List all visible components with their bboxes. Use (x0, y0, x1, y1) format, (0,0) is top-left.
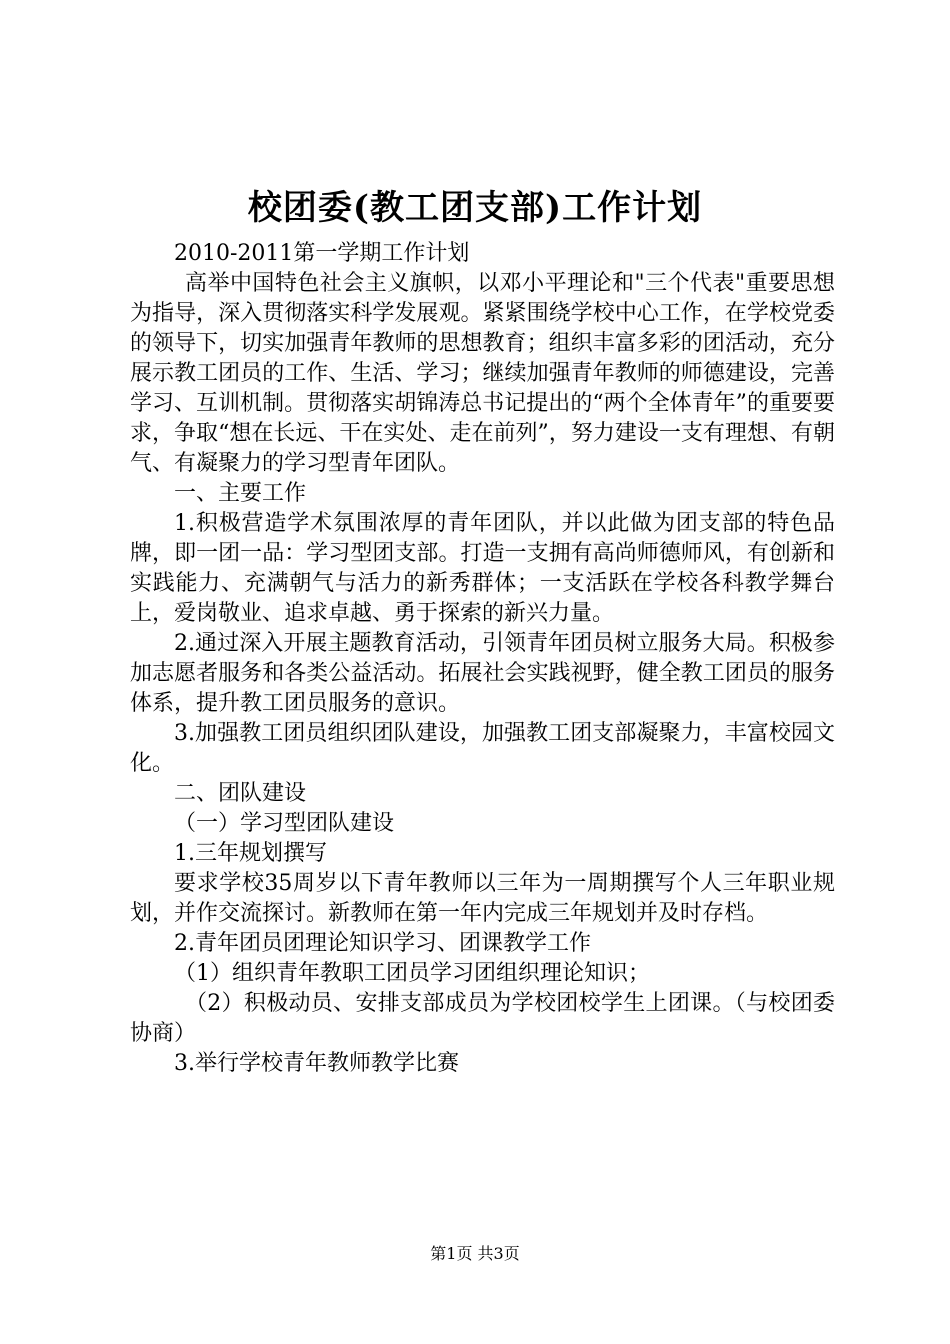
document-body (130, 239, 835, 1079)
section-heading: 二、团队建设 (174, 781, 307, 806)
subsection-heading: （一）学习型团队建设 (174, 811, 395, 836)
paragraph: 高举中国特色社会主义旗帜，以邓小平理论和"三个代表"重要思想为指导，深入贯彻落实科学发展观。紧紧围绕学校中心工作，在学校党委的领导下，切实加强青年教师的思想教育；组织丰富多彩的团活动，充分展示教工团员的工作、生活、学习；继续加强青年教师的师德建设，完善学习、互训机制。贯彻落实胡锦涛总书记提出的“两个全体青年”的重要要求，争取“想在长远、干在实处、走在前列”，努力建设一支有理想、有朝气、有凝聚力的学习型青年团队。 (130, 271, 835, 476)
document-title: 校团委(教工团支部)工作计划 (247, 188, 703, 228)
list-item: （1）组织青年教职工团员学习团组织理论知识； (174, 961, 650, 986)
section-heading: 一、主要工作 (174, 481, 307, 506)
list-item: （2）积极动员、安排支部成员为学校团校学生上团课。（与校团委协商） (130, 991, 835, 1046)
page-footer: 第1页 共3页 (430, 1244, 520, 1263)
paragraph: 1.积极营造学术氛围浓厚的青年团队，并以此做为团支部的特色品牌，即一团一品：学习型团支部。打造一支拥有高尚师德师风，有创新和实践能力、充满朝气与活力的新秀群体；一支活跃在学校各科教学舞台上，爱岗敬业、追求卓越、勇于探索的新兴力量。 (130, 511, 835, 626)
item-heading: 2.青年团员团理论知识学习、团课教学工作 (174, 931, 591, 956)
paragraph: 2.通过深入开展主题教育活动，引领青年团员树立服务大局。积极参加志愿者服务和各类公益活动。拓展社会实践视野，健全教工团员的服务体系，提升教工团员服务的意识。 (130, 631, 835, 716)
item-heading: 3.举行学校青年教师教学比赛 (174, 1051, 459, 1076)
item-heading: 1.三年规划撰写 (174, 841, 327, 866)
paragraph: 2010-2011第一学期工作计划 (174, 241, 470, 266)
paragraph: 要求学校35周岁以下青年教师以三年为一周期撰写个人三年职业规划，并作交流探讨。新教师在第一年内完成三年规划并及时存档。 (130, 871, 835, 926)
paragraph: 3.加强教工团员组织团队建设，加强教工团支部凝聚力，丰富校园文化。 (130, 721, 835, 776)
